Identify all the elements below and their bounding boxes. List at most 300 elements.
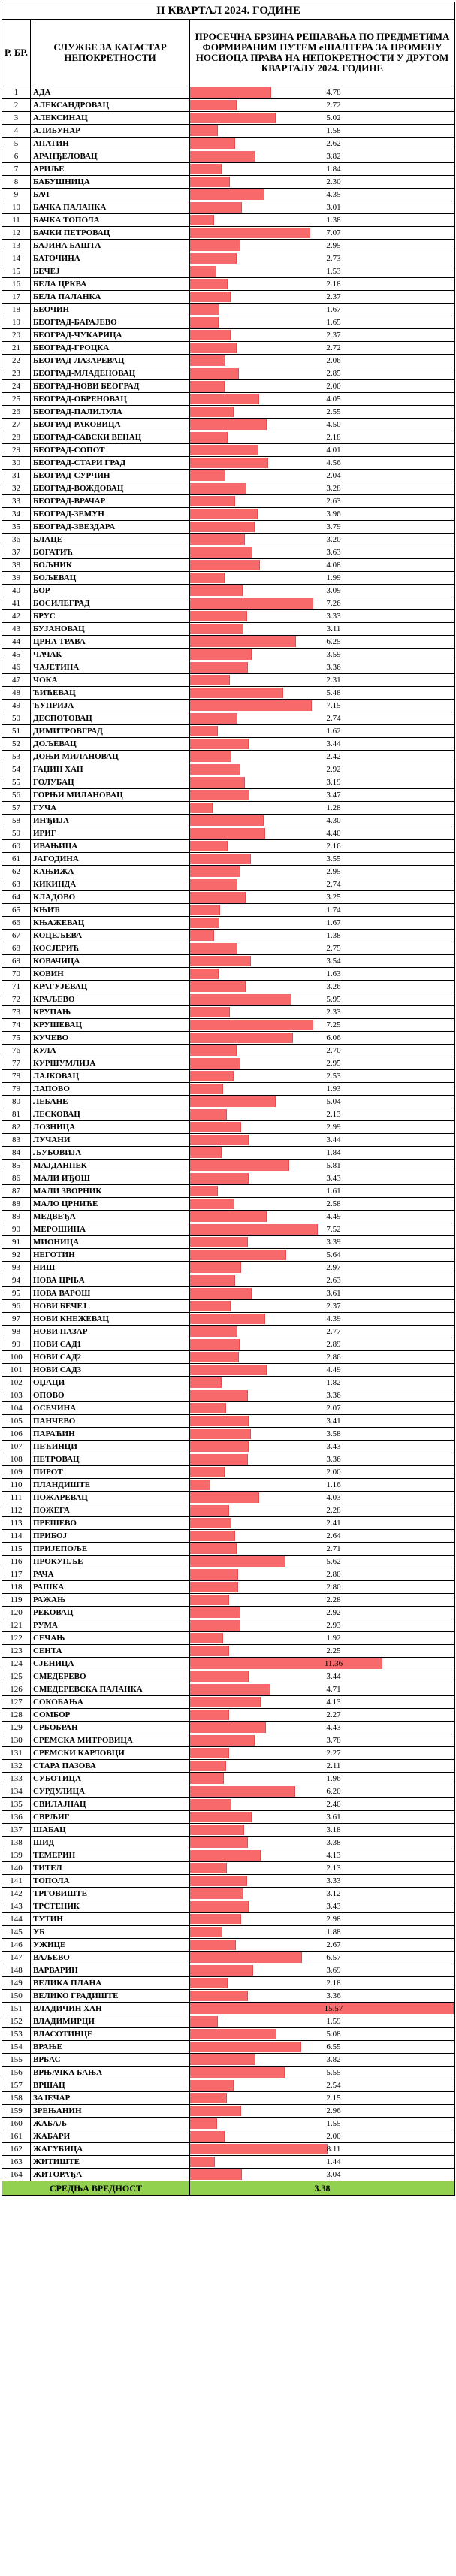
table-row: [2, 725, 455, 738]
row-number: 100: [2, 1351, 31, 1364]
speed-value: 1.61: [326, 1186, 341, 1196]
table-row: [2, 1326, 455, 1338]
speed-value: 2.95: [326, 1058, 341, 1068]
speed-cell: [190, 214, 455, 227]
row-number: 135: [2, 1798, 31, 1811]
speed-cell: [190, 304, 455, 316]
speed-value: 2.80: [326, 1582, 341, 1592]
speed-cell: [190, 1249, 455, 1262]
speed-cell: [190, 189, 455, 201]
speed-cell: [190, 2028, 455, 2041]
speed-cell: [190, 470, 455, 482]
speed-value: 2.25: [326, 1646, 341, 1655]
table-row: [2, 444, 455, 457]
table-row: [2, 981, 455, 993]
office-name: СМЕДЕРЕВСКА ПАЛАНКА: [31, 1683, 190, 1696]
office-name: БЕЧЕЈ: [31, 265, 190, 278]
row-number: 79: [2, 1083, 31, 1096]
speed-value: 2.63: [326, 1275, 341, 1285]
row-number: 16: [2, 278, 31, 291]
speed-value: 2.74: [326, 713, 341, 723]
office-name: ПАРАЋИН: [31, 1428, 190, 1441]
row-number: 107: [2, 1441, 31, 1453]
office-name: ЖИТОРАЂА: [31, 2169, 190, 2181]
office-name: ТРГОВИШТЕ: [31, 1888, 190, 1900]
speed-value: 3.20: [326, 534, 341, 544]
row-number: 120: [2, 1607, 31, 1619]
speed-value: 2.95: [326, 866, 341, 876]
table-row: [2, 2015, 455, 2028]
row-number: 103: [2, 1389, 31, 1402]
speed-value: 2.42: [326, 751, 341, 761]
speed-cell: [190, 2169, 455, 2181]
speed-cell: [190, 457, 455, 470]
speed-value: 2.13: [326, 1109, 341, 1119]
speed-cell: [190, 1019, 455, 1032]
table-row: [2, 1364, 455, 1377]
office-name: БОГАТИЋ: [31, 546, 190, 559]
office-name: БОР: [31, 585, 190, 597]
table-row: [2, 866, 455, 878]
office-name: ПЕТРОВАЦ: [31, 1453, 190, 1466]
row-number: 151: [2, 2003, 31, 2015]
speed-value: 6.20: [326, 1786, 341, 1796]
speed-value: 3.28: [326, 483, 341, 493]
table-row: [2, 1824, 455, 1837]
row-number: 35: [2, 521, 31, 534]
row-number: 150: [2, 1990, 31, 2003]
table-row: [2, 904, 455, 917]
office-name: ПРЕШЕВО: [31, 1517, 190, 1530]
table-row: [2, 1134, 455, 1147]
speed-cell: [190, 1262, 455, 1274]
speed-value: 5.81: [326, 1160, 341, 1170]
office-name: МЕДВЕЂА: [31, 1211, 190, 1223]
office-name: БЕОГРАД-ЛАЗАРЕВАЦ: [31, 355, 190, 367]
speed-value: 4.35: [326, 189, 341, 199]
speed-cell: [190, 1824, 455, 1837]
table-row: [2, 176, 455, 189]
row-number: 157: [2, 2079, 31, 2092]
table-row: [2, 1543, 455, 1556]
office-name: ПРИЈЕПОЉЕ: [31, 1543, 190, 1556]
speed-value: 3.09: [326, 585, 341, 595]
table-row: [2, 1402, 455, 1415]
row-number: 86: [2, 1172, 31, 1185]
office-name: ТРСТЕНИК: [31, 1900, 190, 1913]
row-number: 36: [2, 534, 31, 546]
row-number: 124: [2, 1658, 31, 1670]
speed-cell: [190, 1134, 455, 1147]
speed-cell: [190, 1811, 455, 1824]
table-row: [2, 1045, 455, 1057]
row-number: 143: [2, 1900, 31, 1913]
office-name: КУЧЕВО: [31, 1032, 190, 1045]
speed-cell: [190, 291, 455, 304]
office-name: ДОЊИ МИЛАНОВАЦ: [31, 751, 190, 763]
row-number: 25: [2, 393, 31, 406]
table-row: [2, 342, 455, 355]
row-number: 17: [2, 291, 31, 304]
row-number: 156: [2, 2067, 31, 2079]
row-number: 82: [2, 1121, 31, 1134]
office-name: ВРШАЦ: [31, 2079, 190, 2092]
speed-value: 3.43: [326, 1901, 341, 1911]
table-row: [2, 1479, 455, 1492]
speed-cell: [190, 444, 455, 457]
speed-cell: [190, 252, 455, 265]
speed-value: 5.02: [326, 113, 341, 122]
table-row: [2, 1083, 455, 1096]
speed-value: 7.07: [326, 228, 341, 237]
speed-cell: [190, 125, 455, 138]
office-name: ВЛАДИЧИН ХАН: [31, 2003, 190, 2015]
speed-cell: [190, 1223, 455, 1236]
office-name: РАЖАЊ: [31, 1594, 190, 1607]
speed-cell: [190, 725, 455, 738]
row-number: 74: [2, 1019, 31, 1032]
row-number: 126: [2, 1683, 31, 1696]
office-name: СТАРА ПАЗОВА: [31, 1760, 190, 1773]
row-number: 158: [2, 2092, 31, 2105]
speed-value: 2.63: [326, 496, 341, 506]
office-name: СОКОБАЊА: [31, 1696, 190, 1709]
row-number: 75: [2, 1032, 31, 1045]
table-row: [2, 1147, 455, 1160]
row-number: 91: [2, 1236, 31, 1249]
row-number: 37: [2, 546, 31, 559]
table-row: [2, 1594, 455, 1607]
table-row: [2, 789, 455, 802]
speed-cell: [190, 1453, 455, 1466]
speed-cell: [190, 546, 455, 559]
speed-cell: [190, 380, 455, 393]
speed-cell: [190, 1632, 455, 1645]
row-number: 134: [2, 1785, 31, 1798]
office-name: БЕОГРАД-ГРОЦКА: [31, 342, 190, 355]
row-number: 62: [2, 866, 31, 878]
speed-value: 4.49: [326, 1211, 341, 1221]
speed-value: 4.05: [326, 394, 341, 404]
row-number: 31: [2, 470, 31, 482]
row-number: 27: [2, 419, 31, 431]
speed-cell: [190, 853, 455, 866]
row-number: 34: [2, 508, 31, 521]
office-name: КЊАЖЕВАЦ: [31, 917, 190, 930]
office-name: НОВИ ПАЗАР: [31, 1326, 190, 1338]
office-name: АРАНЂЕЛОВАЦ: [31, 150, 190, 163]
speed-cell: [190, 1747, 455, 1760]
speed-cell: [190, 1402, 455, 1415]
office-name: БОСИЛЕГРАД: [31, 597, 190, 610]
table-row: [2, 1198, 455, 1211]
office-name: БЕЛА ПАЛАНКА: [31, 291, 190, 304]
table-row: [2, 1351, 455, 1364]
office-name: МИОНИЦА: [31, 1236, 190, 1249]
speed-value: 6.55: [326, 2042, 341, 2051]
speed-cell: [190, 712, 455, 725]
table-row: [2, 687, 455, 700]
speed-value: 11.36: [324, 1658, 343, 1668]
row-number: 42: [2, 610, 31, 623]
office-name: ЖИТИШТЕ: [31, 2156, 190, 2169]
row-number: 66: [2, 917, 31, 930]
speed-value: 1.63: [326, 969, 341, 978]
table-row: [2, 1632, 455, 1645]
speed-cell: [190, 1313, 455, 1326]
table-row: [2, 1581, 455, 1594]
speed-value: 4.13: [326, 1697, 341, 1707]
speed-cell: [190, 674, 455, 687]
table-row: [2, 2079, 455, 2092]
table-row: [2, 1811, 455, 1824]
table-row: [2, 1453, 455, 1466]
office-name: СВРЉИГ: [31, 1811, 190, 1824]
speed-value: 3.18: [326, 1825, 341, 1834]
row-number: 80: [2, 1096, 31, 1108]
row-number: 94: [2, 1274, 31, 1287]
office-name: КРАЉЕВО: [31, 993, 190, 1006]
row-number: 69: [2, 955, 31, 968]
row-number: 7: [2, 163, 31, 176]
speed-value: 1.84: [326, 1147, 341, 1157]
speed-value: 2.67: [326, 1940, 341, 1949]
table-row: [2, 968, 455, 981]
table-row: [2, 214, 455, 227]
speed-value: 1.99: [326, 573, 341, 582]
table-row: [2, 1415, 455, 1428]
table-row: [2, 1377, 455, 1389]
speed-value: 2.73: [326, 253, 341, 263]
row-number: 11: [2, 214, 31, 227]
speed-value: 2.06: [326, 355, 341, 365]
speed-cell: [190, 1504, 455, 1517]
speed-cell: [190, 278, 455, 291]
speed-value: 4.71: [326, 1684, 341, 1694]
speed-value: 7.25: [326, 1020, 341, 1029]
row-number: 57: [2, 802, 31, 815]
speed-value: 6.57: [326, 1952, 341, 1962]
office-name: ВЛАСОТИНЦЕ: [31, 2028, 190, 2041]
speed-cell: [190, 534, 455, 546]
table-row: [2, 265, 455, 278]
speed-value: 2.72: [326, 343, 341, 352]
table-row: [2, 700, 455, 712]
office-name: ЛЕБАНЕ: [31, 1096, 190, 1108]
office-name: УЖИЦЕ: [31, 1939, 190, 1952]
speed-cell: [190, 776, 455, 789]
table-row: [2, 1262, 455, 1274]
office-name: ИНЂИЈА: [31, 815, 190, 827]
speed-value: 2.85: [326, 368, 341, 378]
table-row: [2, 1492, 455, 1504]
speed-cell: [190, 431, 455, 444]
speed-cell: [190, 1070, 455, 1083]
office-name: БЕОГРАД-ВОЖДОВАЦ: [31, 482, 190, 495]
row-number: 61: [2, 853, 31, 866]
office-name: КОЦЕЉЕВА: [31, 930, 190, 942]
speed-cell: [190, 176, 455, 189]
table-row: [2, 1747, 455, 1760]
speed-value: 1.82: [326, 1377, 341, 1387]
row-number: 132: [2, 1760, 31, 1773]
speed-value: 1.38: [326, 215, 341, 225]
table-row: [2, 636, 455, 649]
office-name: АПАТИН: [31, 138, 190, 150]
speed-value: 1.96: [326, 1773, 341, 1783]
speed-value: 2.18: [326, 1978, 341, 1988]
speed-cell: [190, 1185, 455, 1198]
office-name: ЛАПОВО: [31, 1083, 190, 1096]
table-row: [2, 1160, 455, 1172]
row-number: 90: [2, 1223, 31, 1236]
row-number: 55: [2, 776, 31, 789]
table-row: [2, 534, 455, 546]
office-name: ВРЊАЧКА БАЊА: [31, 2067, 190, 2079]
row-number: 122: [2, 1632, 31, 1645]
speed-value: 2.62: [326, 138, 341, 148]
office-name: НОВИ САД3: [31, 1364, 190, 1377]
row-number: 154: [2, 2041, 31, 2054]
speed-value: 1.93: [326, 1084, 341, 1093]
row-number: 52: [2, 738, 31, 751]
row-number: 133: [2, 1773, 31, 1785]
row-number: 68: [2, 942, 31, 955]
speed-cell: [190, 1492, 455, 1504]
row-number: 99: [2, 1338, 31, 1351]
office-name: ЉУБОВИЈА: [31, 1147, 190, 1160]
table-row: [2, 1211, 455, 1223]
speed-value: 2.93: [326, 1620, 341, 1630]
speed-cell: [190, 1351, 455, 1364]
office-name: ВЕЛИКА ПЛАНА: [31, 1977, 190, 1990]
row-number: 65: [2, 904, 31, 917]
speed-value: 1.28: [326, 803, 341, 812]
table-row: [2, 1952, 455, 1964]
speed-value: 3.25: [326, 892, 341, 902]
office-name: ПАНЧЕВО: [31, 1415, 190, 1428]
office-name: ЈАГОДИНА: [31, 853, 190, 866]
office-name: МАЈДАНПЕК: [31, 1160, 190, 1172]
office-name: РУМА: [31, 1619, 190, 1632]
speed-cell: [190, 1990, 455, 2003]
office-name: ПОЖЕГА: [31, 1504, 190, 1517]
table-row: [2, 278, 455, 291]
table-row: [2, 291, 455, 304]
speed-cell: [190, 942, 455, 955]
table-row: [2, 942, 455, 955]
speed-cell: [190, 1338, 455, 1351]
office-name: СУРДУЛИЦА: [31, 1785, 190, 1798]
table-row: [2, 86, 455, 99]
row-number: 60: [2, 840, 31, 853]
office-name: ЗРЕЊАНИН: [31, 2105, 190, 2118]
speed-value: 1.67: [326, 304, 341, 314]
speed-value: 1.67: [326, 918, 341, 927]
table-row: [2, 1338, 455, 1351]
speed-cell: [190, 1083, 455, 1096]
table-row: [2, 1556, 455, 1568]
speed-cell: [190, 99, 455, 112]
row-number: 148: [2, 1964, 31, 1977]
speed-cell: [190, 1057, 455, 1070]
speed-cell: [190, 1543, 455, 1556]
table-row: [2, 2041, 455, 2054]
speed-value: 5.04: [326, 1096, 341, 1106]
table-row: [2, 1670, 455, 1683]
table-row: [2, 240, 455, 252]
speed-cell: [190, 789, 455, 802]
speed-value: 2.41: [326, 1518, 341, 1528]
office-name: БЕОГРАД-СУРЧИН: [31, 470, 190, 482]
speed-cell: [190, 1211, 455, 1223]
office-name: ВРАЊЕ: [31, 2041, 190, 2054]
speed-value: 5.62: [326, 1556, 341, 1566]
row-number: 56: [2, 789, 31, 802]
speed-value: 2.98: [326, 1914, 341, 1924]
office-name: КОВИН: [31, 968, 190, 981]
speed-cell: [190, 1696, 455, 1709]
speed-cell: [190, 367, 455, 380]
row-number: 29: [2, 444, 31, 457]
office-name: ИРИГ: [31, 827, 190, 840]
speed-value: 7.52: [326, 1224, 341, 1234]
speed-cell: [190, 1466, 455, 1479]
row-number: 104: [2, 1402, 31, 1415]
table-row: [2, 546, 455, 559]
office-name: ЛОЗНИЦА: [31, 1121, 190, 1134]
speed-value: 2.70: [326, 1045, 341, 1055]
speed-value: 4.08: [326, 560, 341, 570]
row-number: 23: [2, 367, 31, 380]
office-name: ТИТЕЛ: [31, 1862, 190, 1875]
row-number: 12: [2, 227, 31, 240]
row-number: 106: [2, 1428, 31, 1441]
speed-cell: [190, 1849, 455, 1862]
office-name: ТЕМЕРИН: [31, 1849, 190, 1862]
table-row: [2, 930, 455, 942]
office-name: БЕОГРАД-МЛАДЕНОВАЦ: [31, 367, 190, 380]
row-number: 162: [2, 2143, 31, 2156]
speed-value: 2.16: [326, 841, 341, 851]
office-name: ВАЉЕВО: [31, 1952, 190, 1964]
office-name: СЕЧАЊ: [31, 1632, 190, 1645]
speed-value: 3.36: [326, 1390, 341, 1400]
row-number: 110: [2, 1479, 31, 1492]
table-row: [2, 419, 455, 431]
table-row: [2, 1389, 455, 1402]
table-row: [2, 1441, 455, 1453]
office-name: АЛЕКСИНАЦ: [31, 112, 190, 125]
speed-value: 2.71: [326, 1543, 341, 1553]
table-row: [2, 1236, 455, 1249]
table-row: [2, 1888, 455, 1900]
office-name: ЗАЈЕЧАР: [31, 2092, 190, 2105]
speed-cell: [190, 1619, 455, 1632]
speed-cell: [190, 1926, 455, 1939]
office-name: КАЊИЖА: [31, 866, 190, 878]
office-name: МАЛИ ЗВОРНИК: [31, 1185, 190, 1198]
speed-value: 4.40: [326, 828, 341, 838]
office-name: НЕГОТИН: [31, 1249, 190, 1262]
table-row: [2, 1530, 455, 1543]
speed-cell: [190, 981, 455, 993]
speed-cell: [190, 1556, 455, 1568]
office-name: КРАГУЈЕВАЦ: [31, 981, 190, 993]
table-row: [2, 1096, 455, 1108]
speed-value: 3.96: [326, 509, 341, 519]
speed-cell: [190, 1862, 455, 1875]
